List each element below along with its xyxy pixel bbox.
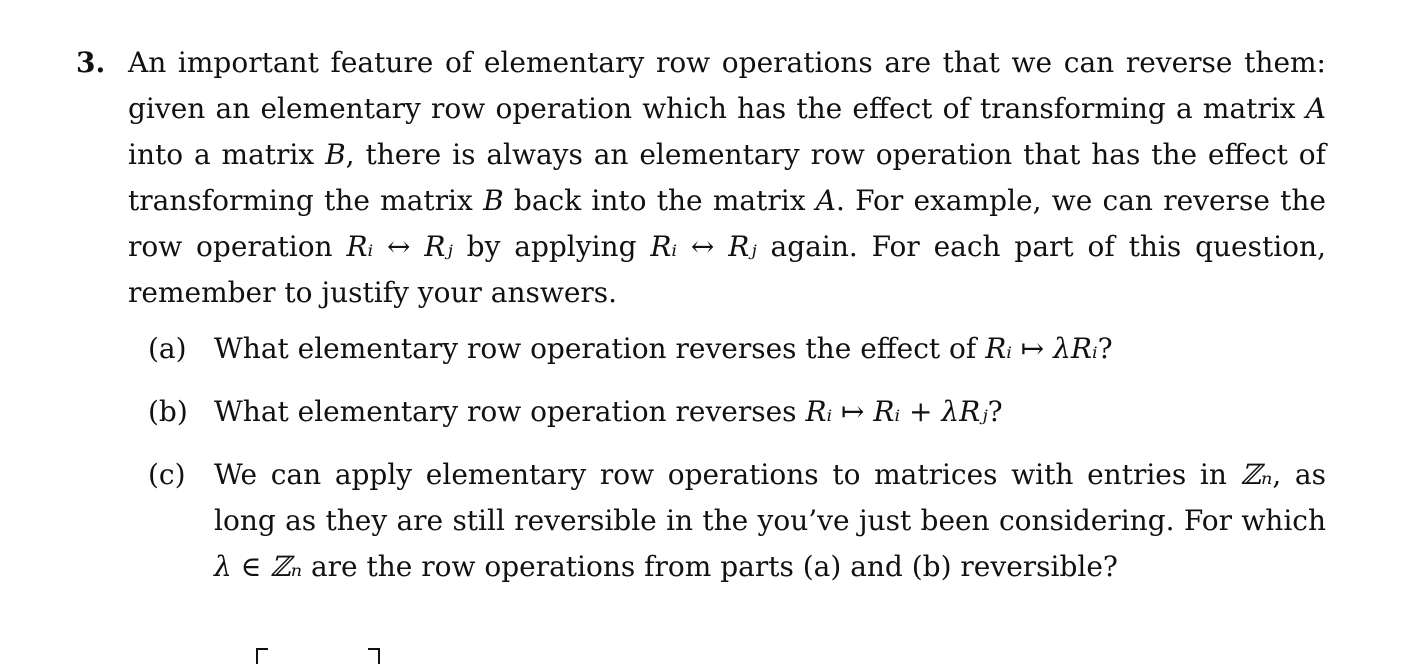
problem-number: 3. xyxy=(76,46,106,79)
part-label: (c) xyxy=(148,458,186,491)
math-expression: λ ∈ ℤₙ xyxy=(214,550,303,583)
matrix-bracket-left xyxy=(256,648,268,664)
math-expression: Rᵢ ↦ Rᵢ + λRⱼ xyxy=(805,395,988,428)
math-expression: Rᵢ ↦ λRᵢ xyxy=(985,332,1098,365)
matrix-bracket-right xyxy=(368,648,380,664)
problem-parts xyxy=(148,326,1326,590)
math-expression: ℤₙ xyxy=(1240,458,1273,491)
part-c: (c) We can apply elementary row operations to matrices with entries in ℤₙ, as long as they are still reversible in the you’ve just been considering. For which λ ∈ ℤₙ are the row operations from parts (a) and (b) reversible? xyxy=(148,452,1326,590)
problem-stem: An important feature of elementary row operations are that we can reverse them: given an elementary row operation which has the effect of transforming a matrix A into a matrix B, there is always an elementary row operation that has the effect of transforming the matrix B back into the matrix A. For example, we can reverse the row operation Rᵢ ↔ Rⱼ by applying Rᵢ ↔ Rⱼ again. For each part of this question, remember to justify your answers. xyxy=(128,46,1326,309)
problem-3 xyxy=(76,40,1326,607)
row-swap-op: Rᵢ ↔ Rⱼ xyxy=(346,230,453,263)
part-label: (a) xyxy=(148,332,187,365)
part-label: (b) xyxy=(148,395,188,428)
part-b: (b) What elementary row operation reverses Rᵢ ↦ Rᵢ + λRⱼ? xyxy=(148,389,1326,435)
row-swap-op: Rᵢ ↔ Rⱼ xyxy=(650,230,757,263)
part-a: (a) What elementary row operation reverses the effect of Rᵢ ↦ λRᵢ? xyxy=(148,326,1326,372)
